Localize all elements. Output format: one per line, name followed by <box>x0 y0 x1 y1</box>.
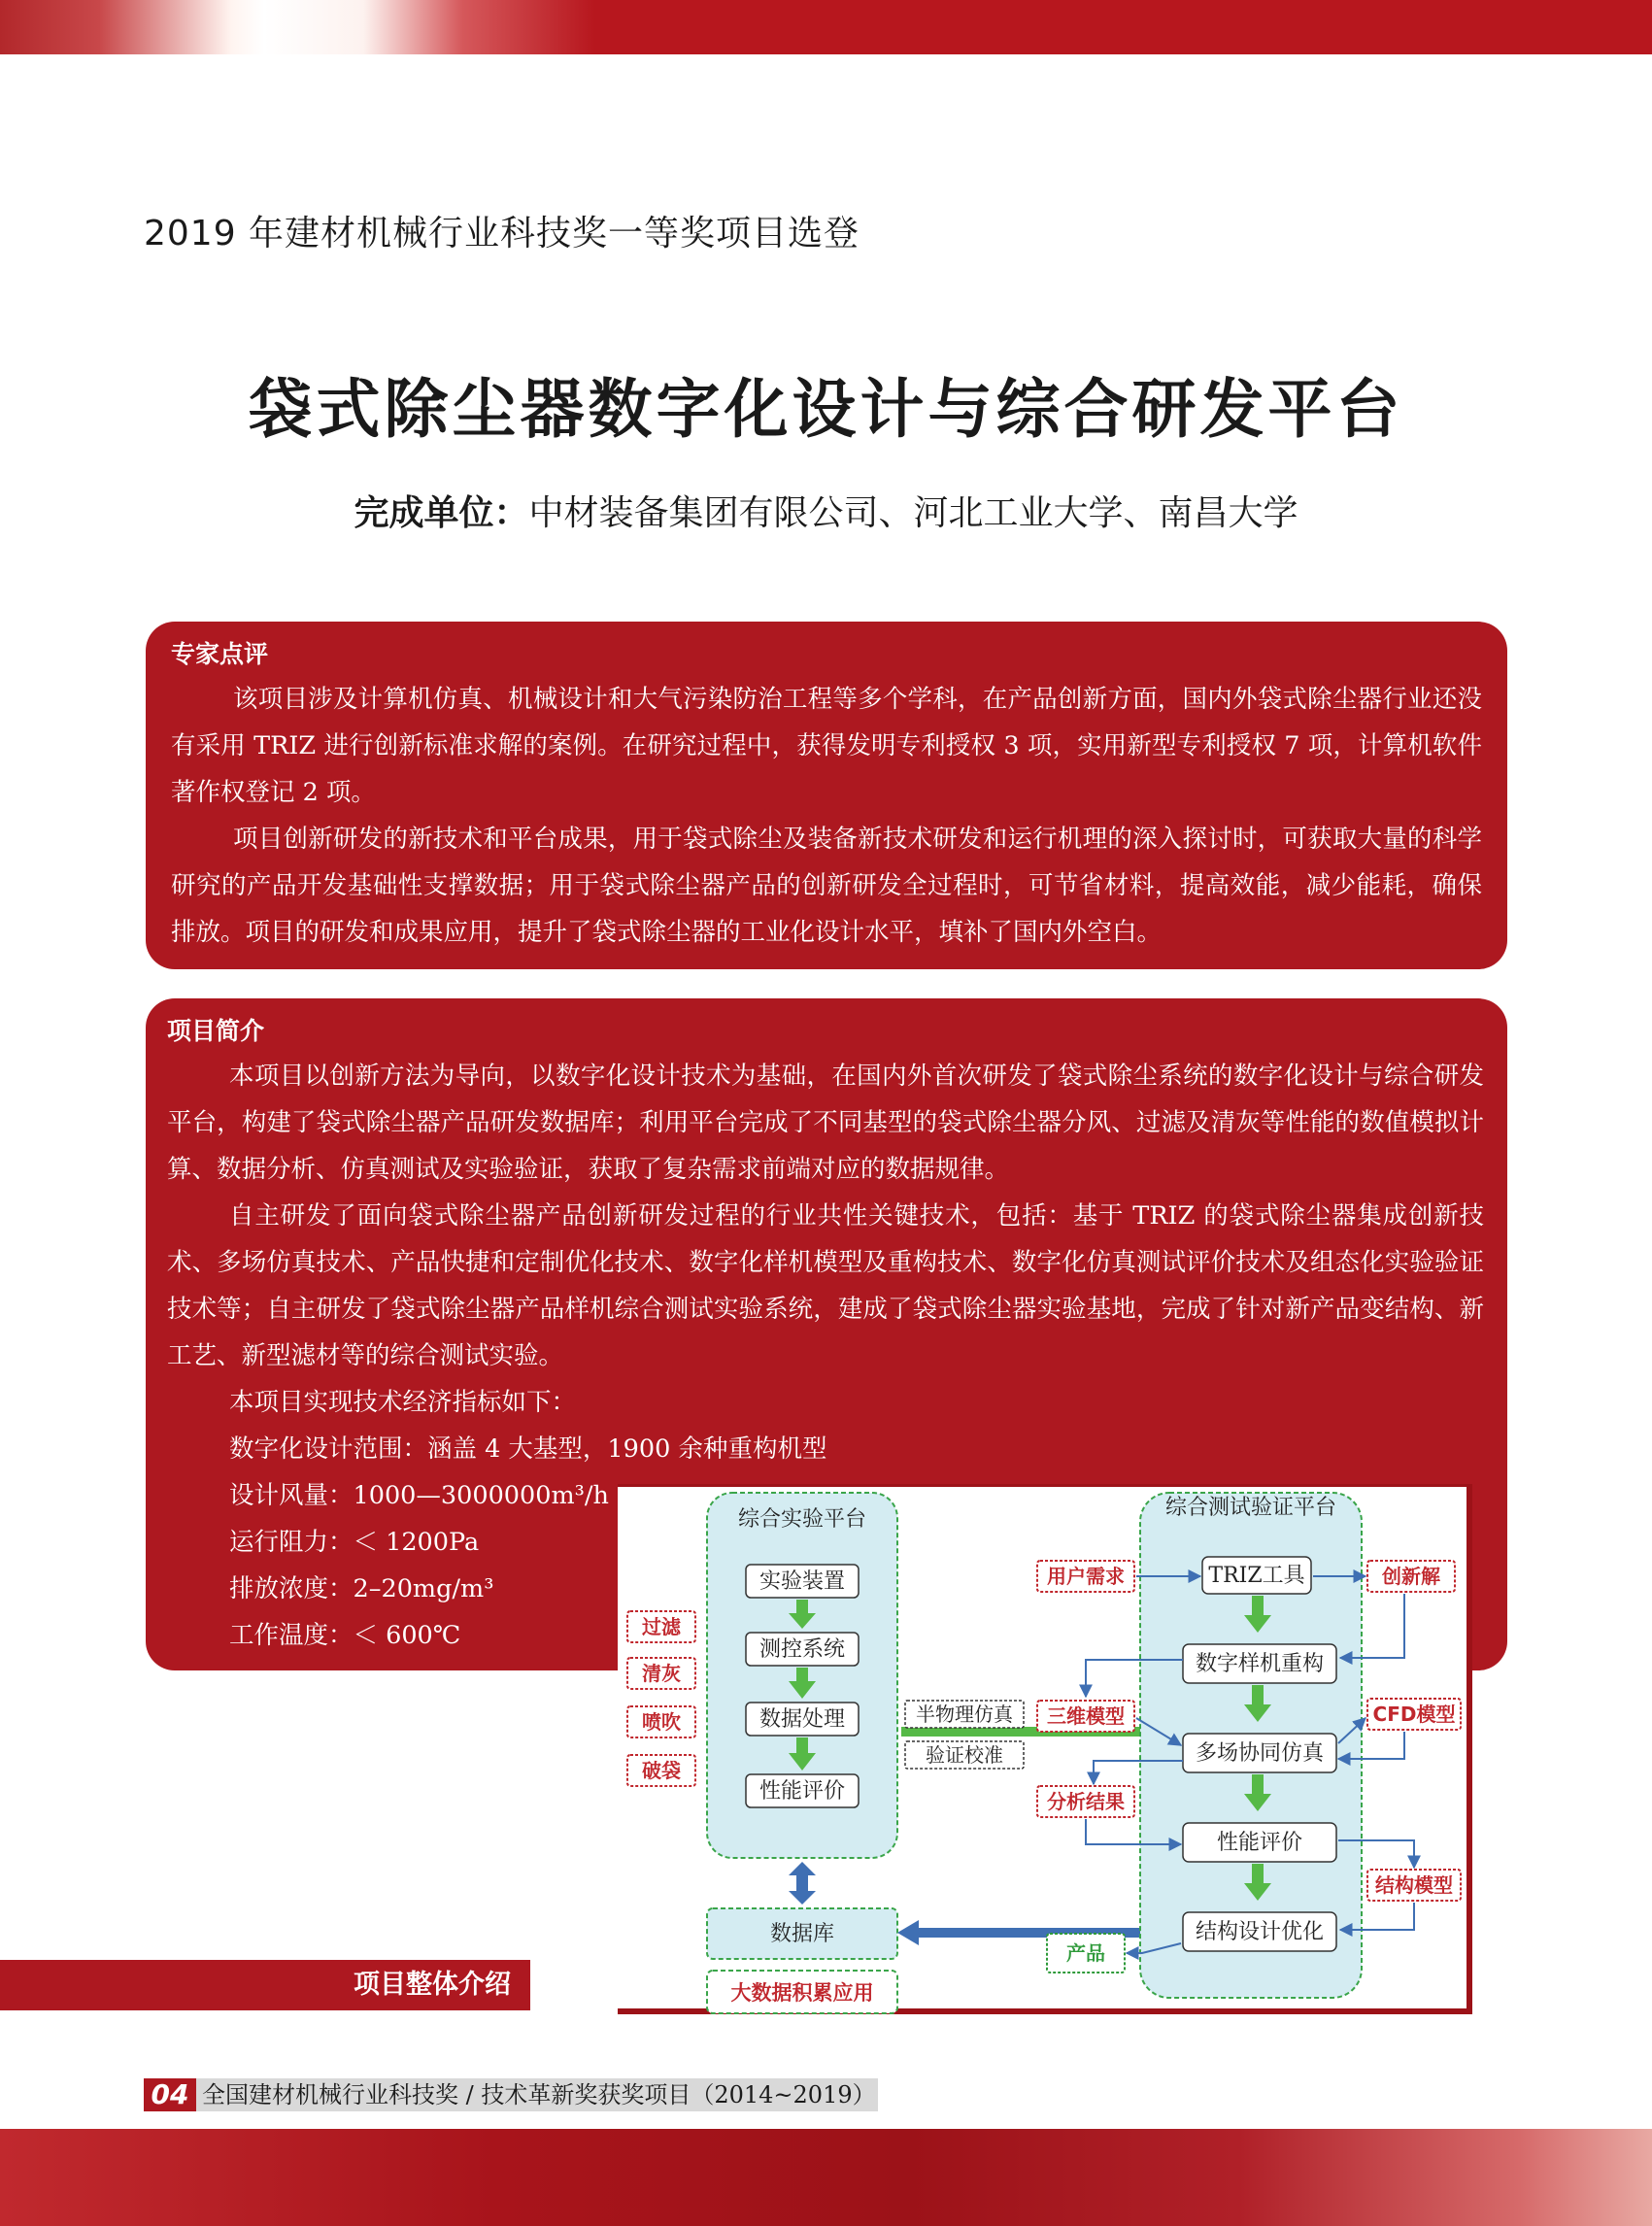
footer-text: 全国建材机械行业科技奖 / 技术革新奖获奖项目（2014~2019） <box>202 2081 876 2108</box>
units-label: 完成单位： <box>354 493 529 533</box>
left-step-label: 数据处理 <box>759 1707 846 1732</box>
input-tag: 用户需求 <box>1047 1565 1125 1588</box>
expert-review-panel <box>146 622 1507 969</box>
right-platform-title: 综合测试验证平台 <box>1164 1496 1337 1520</box>
project-intro-heading: 项目简介 <box>167 1017 265 1045</box>
page-footer <box>144 2078 878 2111</box>
expert-review-paragraph: 该项目涉及计算机仿真、机械设计和大气污染防治工程等多个学科，在产品创新方面，国内外袋式除尘器行业还没有采用 TRIZ 进行创新标准求解的案例。在研究过程中，获得发明专利授权 3 项，实用新型专利授权 7 项，计算机软件著作权登记 2 项。 <box>171 685 1482 807</box>
left-platform-title: 综合实验平台 <box>737 1507 867 1532</box>
right-step-label: 多场协同仿真 <box>1195 1741 1325 1766</box>
units-value: 中材装备集团有限公司、河北工业大学、南昌大学 <box>528 493 1298 533</box>
left-tag: 过滤 <box>642 1615 681 1638</box>
top-decorative-bar <box>0 0 1652 54</box>
page-title: 袋式除尘器数字化设计与综合研发平台 <box>248 372 1404 447</box>
page-number: 04 <box>144 2078 196 2111</box>
project-intro-paragraph: 本项目以创新方法为导向，以数字化设计技术为基础，在国内外首次研发了袋式除尘系统的数字化设计与综合研发平台，构建了袋式除尘器产品研发数据库；利用平台完成了不同基型的袋式除尘器分风、过滤及清灰等性能的数值模拟计算、数据分析、仿真测试及实验验证，获取了复杂需求前端对应的数据规律。 <box>167 1062 1484 1184</box>
figure-caption: 项目整体介绍 <box>0 1960 530 2010</box>
metric-item: 数字化设计范围：涵盖 4 大基型，1900 余种重构机型 <box>229 1434 827 1464</box>
right-step-label: 数字样机重构 <box>1195 1652 1325 1676</box>
project-intro-paragraph: 本项目实现技术经济指标如下： <box>229 1388 577 1417</box>
left-step-label: 实验装置 <box>759 1569 846 1594</box>
output-tag: 创新解 <box>1382 1565 1440 1588</box>
mid-label: 验证校准 <box>926 1743 1003 1767</box>
left-step-label: 测控系统 <box>759 1637 846 1662</box>
output-tag: CFD模型 <box>1372 1703 1456 1726</box>
right-step-label: TRIZ工具 <box>1208 1564 1305 1588</box>
completion-units <box>0 486 1652 535</box>
project-intro-paragraph: 自主研发了面向袋式除尘器产品创新研发过程的行业共性关键技术，包括：基于 TRIZ 的袋式除尘器集成创新技术、多场仿真技术、产品快捷和定制优化技术、数字化样机模型及重构技术、数字化仿真测试评价技术及组态化实验验证技术等；自主研发了袋式除尘器产品样机综合测试实验系统，建成了袋式除尘器实验基地，完成了针对新产品变结构、新工艺、新型滤材等的综合测试实验。 <box>167 1201 1484 1370</box>
bottom-decorative-bar <box>0 2129 1652 2226</box>
expert-review-paragraph: 项目创新研发的新技术和平台成果，用于袋式除尘及装备新技术研发和运行机理的深入探讨时，可获取大量的科学研究的产品开发基础性支撑数据；用于袋式除尘器产品的创新研发全过程时，可节省材料，提高效能，减少能耗，确保排放。项目的研发和成果应用，提升了袋式除尘器的工业化设计水平，填补了国内外空白。 <box>171 825 1482 947</box>
metric-item: 排放浓度：2–20mg/m³ <box>229 1574 494 1603</box>
left-tag: 喷吹 <box>642 1710 681 1734</box>
metric-item: 设计风量：1000—3000000m³/h <box>229 1481 609 1510</box>
database-label: 数据库 <box>769 1922 835 1946</box>
input-tag: 分析结果 <box>1047 1790 1125 1813</box>
product-tag: 产品 <box>1066 1941 1105 1965</box>
bigdata-label: 大数据积累应用 <box>730 1981 874 2005</box>
input-tag: 三维模型 <box>1047 1704 1125 1728</box>
right-step-label: 结构设计优化 <box>1195 1920 1325 1944</box>
expert-review-heading: 专家点评 <box>171 640 269 668</box>
blue-updown-arrow <box>789 1862 816 1905</box>
platform-diagram-svg <box>618 1487 1472 2017</box>
blue-connector-head-left <box>897 1920 919 1945</box>
right-step-label: 性能评价 <box>1216 1831 1303 1855</box>
platform-diagram <box>618 1484 1472 2014</box>
metric-item: 工作温度：＜ 600℃ <box>229 1621 461 1650</box>
output-tag: 结构模型 <box>1375 1873 1453 1897</box>
left-step-label: 性能评价 <box>759 1779 846 1804</box>
left-tag: 清灰 <box>642 1662 681 1685</box>
metric-item: 运行阻力：＜ 1200Pa <box>229 1528 480 1557</box>
section-kicker: 2019 年建材机械行业科技奖一等奖项目选登 <box>144 214 860 253</box>
mid-label: 半物理仿真 <box>916 1703 1013 1726</box>
left-tag: 破袋 <box>642 1759 681 1782</box>
